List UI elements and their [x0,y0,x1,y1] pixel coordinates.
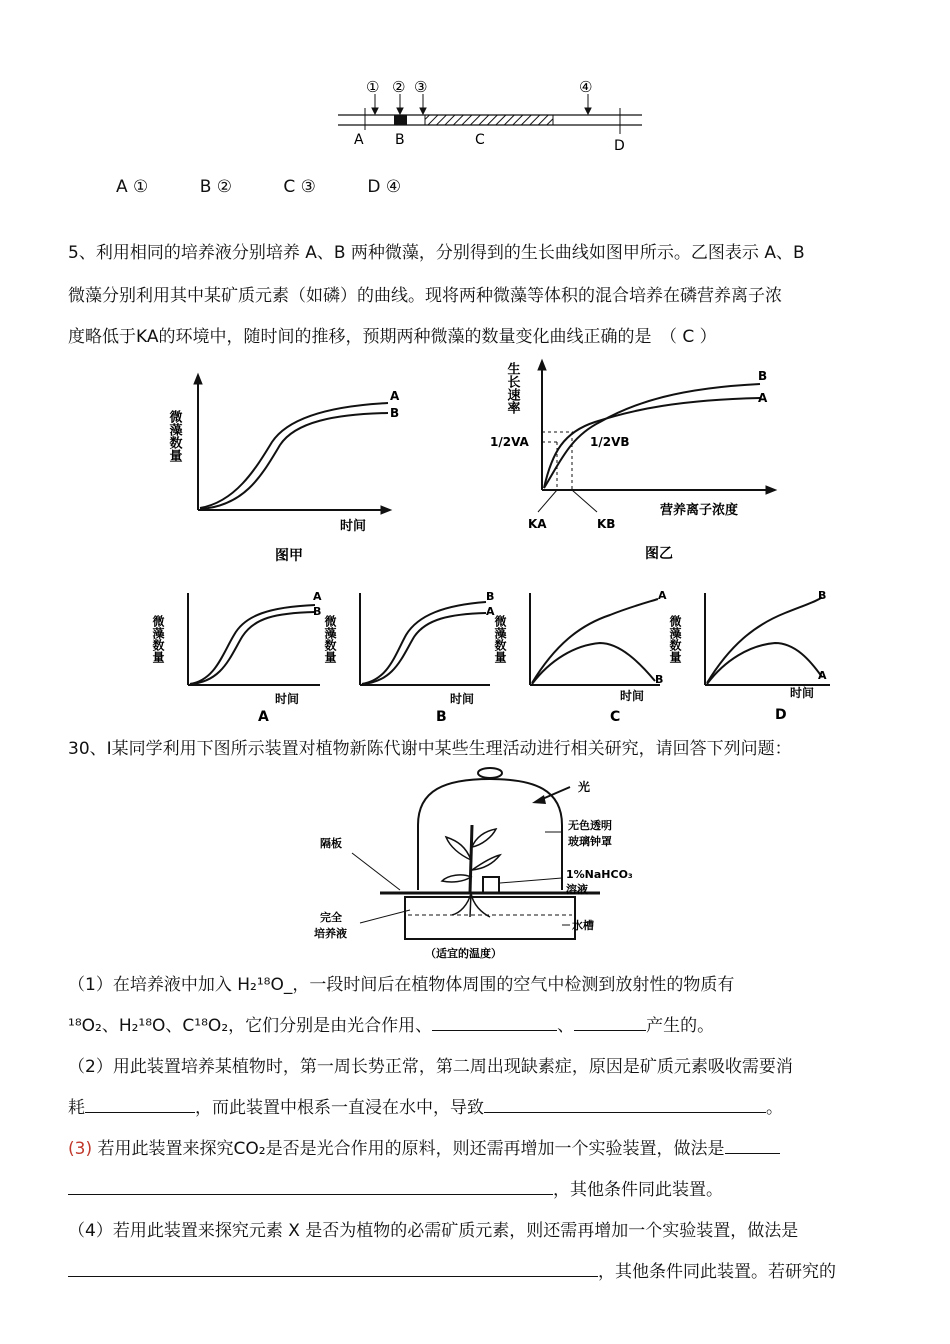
segment-c-block [425,115,553,125]
q30-p1-line2 [68,1011,714,1036]
label-light: 光 [578,780,591,794]
yi-series-a: A [758,391,768,405]
segment-label-b: B [395,132,405,148]
label-medium: 完全 [320,911,342,924]
q4-option-c: C ③ [283,177,316,197]
label-temp: （适宜的温度） [425,947,502,960]
yi-half-vb: 1/2VB [590,435,630,449]
bell-knob [478,768,502,778]
marker-2: ② [392,78,406,96]
q30-p2-mid: ，而此装置中根系一直浸在水中，导致 [195,1098,484,1118]
q30-p4-line2 [68,1257,836,1282]
opt-a-series-1: A [313,590,322,603]
blank-1[interactable] [432,1016,557,1031]
blank-5[interactable] [725,1139,780,1154]
opt-b-title: B [436,709,447,725]
opt-d-xlabel: 时间 [790,686,815,700]
opt-b-series-2: A [486,605,495,618]
opt-a-series-2: B [313,605,322,618]
q30-p3-line1 [68,1134,780,1159]
q30-p4-tail: ，其他条件同此装置。若研究的 [598,1262,836,1282]
opt-a-xlabel: 时间 [275,692,300,706]
q30-p2-lead: 耗 [68,1098,85,1118]
q30-p4-line1: （4）若用此装置来探究元素 X 是否为植物的必需矿质元素，则还需再增加一个实验装置，做法是 [68,1221,799,1241]
jia-series-a: A [390,389,400,403]
bell-jar [418,779,562,890]
label-tank: 水槽 [572,919,594,932]
marker-4: ④ [579,78,593,96]
opt-a-ylabel: 微藻数量 [151,615,165,663]
yi-kb: KB [597,517,616,531]
q30-p2-line2 [68,1093,783,1118]
q30-p1-tail: 产生的。 [646,1016,715,1036]
label-cover-2: 玻璃钟罩 [568,835,612,848]
opt-b-curve-2 [362,613,486,684]
q5-line-3: 度略低于KA的环境中，随时间的推移，预期两种微藻的数量变化曲线正确的是 （ C ） [68,327,717,347]
q30-p3-number: (3) [68,1139,93,1159]
q4-options [116,177,447,197]
gene-diagram [330,78,650,158]
q30-p1-sep: 、 [557,1016,575,1036]
q30-intro: 30、Ⅰ某同学利用下图所示装置对植物新陈代谢中某些生理活动进行相关研究，请回答下列问题： [68,739,792,759]
opt-c-ylabel: 微藻数量 [493,615,507,663]
opt-d-curve-a [707,643,822,684]
q5-line-1: 5、利用相同的培养液分别培养 A、B 两种微藻，分别得到的生长曲线如图甲所示。乙图表示 A、B [68,243,805,263]
yi-half-va: 1/2VA [490,435,529,449]
segment-label-a: A [354,132,364,148]
jia-title: 图甲 [275,548,303,564]
opt-b-series-1: B [486,590,495,603]
apparatus-diagram [300,765,660,965]
yi-ylabel: 生长速率 [504,362,520,414]
q5-line-2: 微藻分别利用其中某矿质元素（如磷）的曲线。现将两种微藻等体积的混合培养在磷营养离子浓 [68,286,782,306]
segment-b-block [394,115,407,125]
chart-jia [160,370,420,570]
blank-7[interactable] [68,1262,598,1277]
opt-c-series-b: B [655,673,664,686]
opt-c-curve-b [532,643,655,684]
q30-p3-text: 若用此装置来探究CO₂是否是光合作用的原料，则还需再增加一个实验装置，做法是 [92,1139,725,1159]
opt-a-curve-1 [190,605,315,684]
q30-p3-line2 [68,1175,723,1200]
opt-c-curve-a [532,599,658,683]
jia-ylabel: 微藻数量 [166,410,182,462]
opt-d-series-b: B [818,589,827,602]
opt-b-xlabel: 时间 [450,692,475,706]
opt-c-series-a: A [658,589,667,602]
yi-title: 图乙 [645,546,673,562]
q30-p1-lead: ¹⁸O₂、H₂¹⁸O、C¹⁸O₂，它们分别是由光合作用、 [68,1016,433,1036]
label-nahco3-b: 溶液 [566,883,588,896]
yi-xlabel: 营养离子浓度 [660,503,739,518]
opt-c-title: C [610,709,621,725]
water-tank [405,897,575,939]
nahco3-cup [483,877,499,893]
marker-1: ① [366,78,380,96]
q30-p2-tail: 。 [766,1098,783,1118]
chart-yi [460,352,790,567]
label-medium-2: 培养液 [314,927,347,940]
opt-a-title: A [258,709,269,725]
segment-label-c: C [475,132,485,148]
opt-c-xlabel: 时间 [620,689,645,703]
opt-d-title: D [775,707,787,723]
blank-6[interactable] [68,1180,553,1195]
q30-p1-line1: （1）在培养液中加入 H₂¹⁸O_，一段时间后在植物体周围的空气中检测到放射性的物质有 [68,975,735,995]
opt-d-ylabel: 微藻数量 [668,615,682,663]
label-partition: 隔板 [320,837,342,850]
opt-d-series-a: A [818,669,827,682]
jia-curve-a [200,403,388,508]
label-nahco3: 1%NaHCO₃ [566,868,633,881]
q4-option-a: A ① [116,177,149,197]
marker-3: ③ [414,78,428,96]
q4-option-d: D ④ [367,177,402,197]
segment-label-d: D [614,138,625,154]
jia-xlabel: 时间 [340,519,367,534]
opt-a-curve-2 [190,612,315,684]
opt-d-curve-b [707,597,822,683]
label-cover: 无色透明 [568,819,612,832]
q30-p2-line1: （2）用此装置培养某植物时，第一周长势正常，第二周出现缺素症，原因是矿质元素吸收需要消 [68,1057,793,1077]
yi-series-b: B [758,369,768,383]
option-charts [150,585,840,730]
jia-curve-b [200,413,388,509]
yi-curve-a [544,398,760,488]
q30-p3-tail: ，其他条件同此装置。 [553,1180,723,1200]
yi-ka: KA [528,517,547,531]
opt-b-ylabel: 微藻数量 [323,615,337,663]
jia-series-b: B [390,406,400,420]
q4-option-b: B ② [199,177,232,197]
blank-2[interactable] [574,1016,646,1031]
blank-3[interactable] [85,1098,195,1113]
blank-4[interactable] [484,1098,766,1113]
